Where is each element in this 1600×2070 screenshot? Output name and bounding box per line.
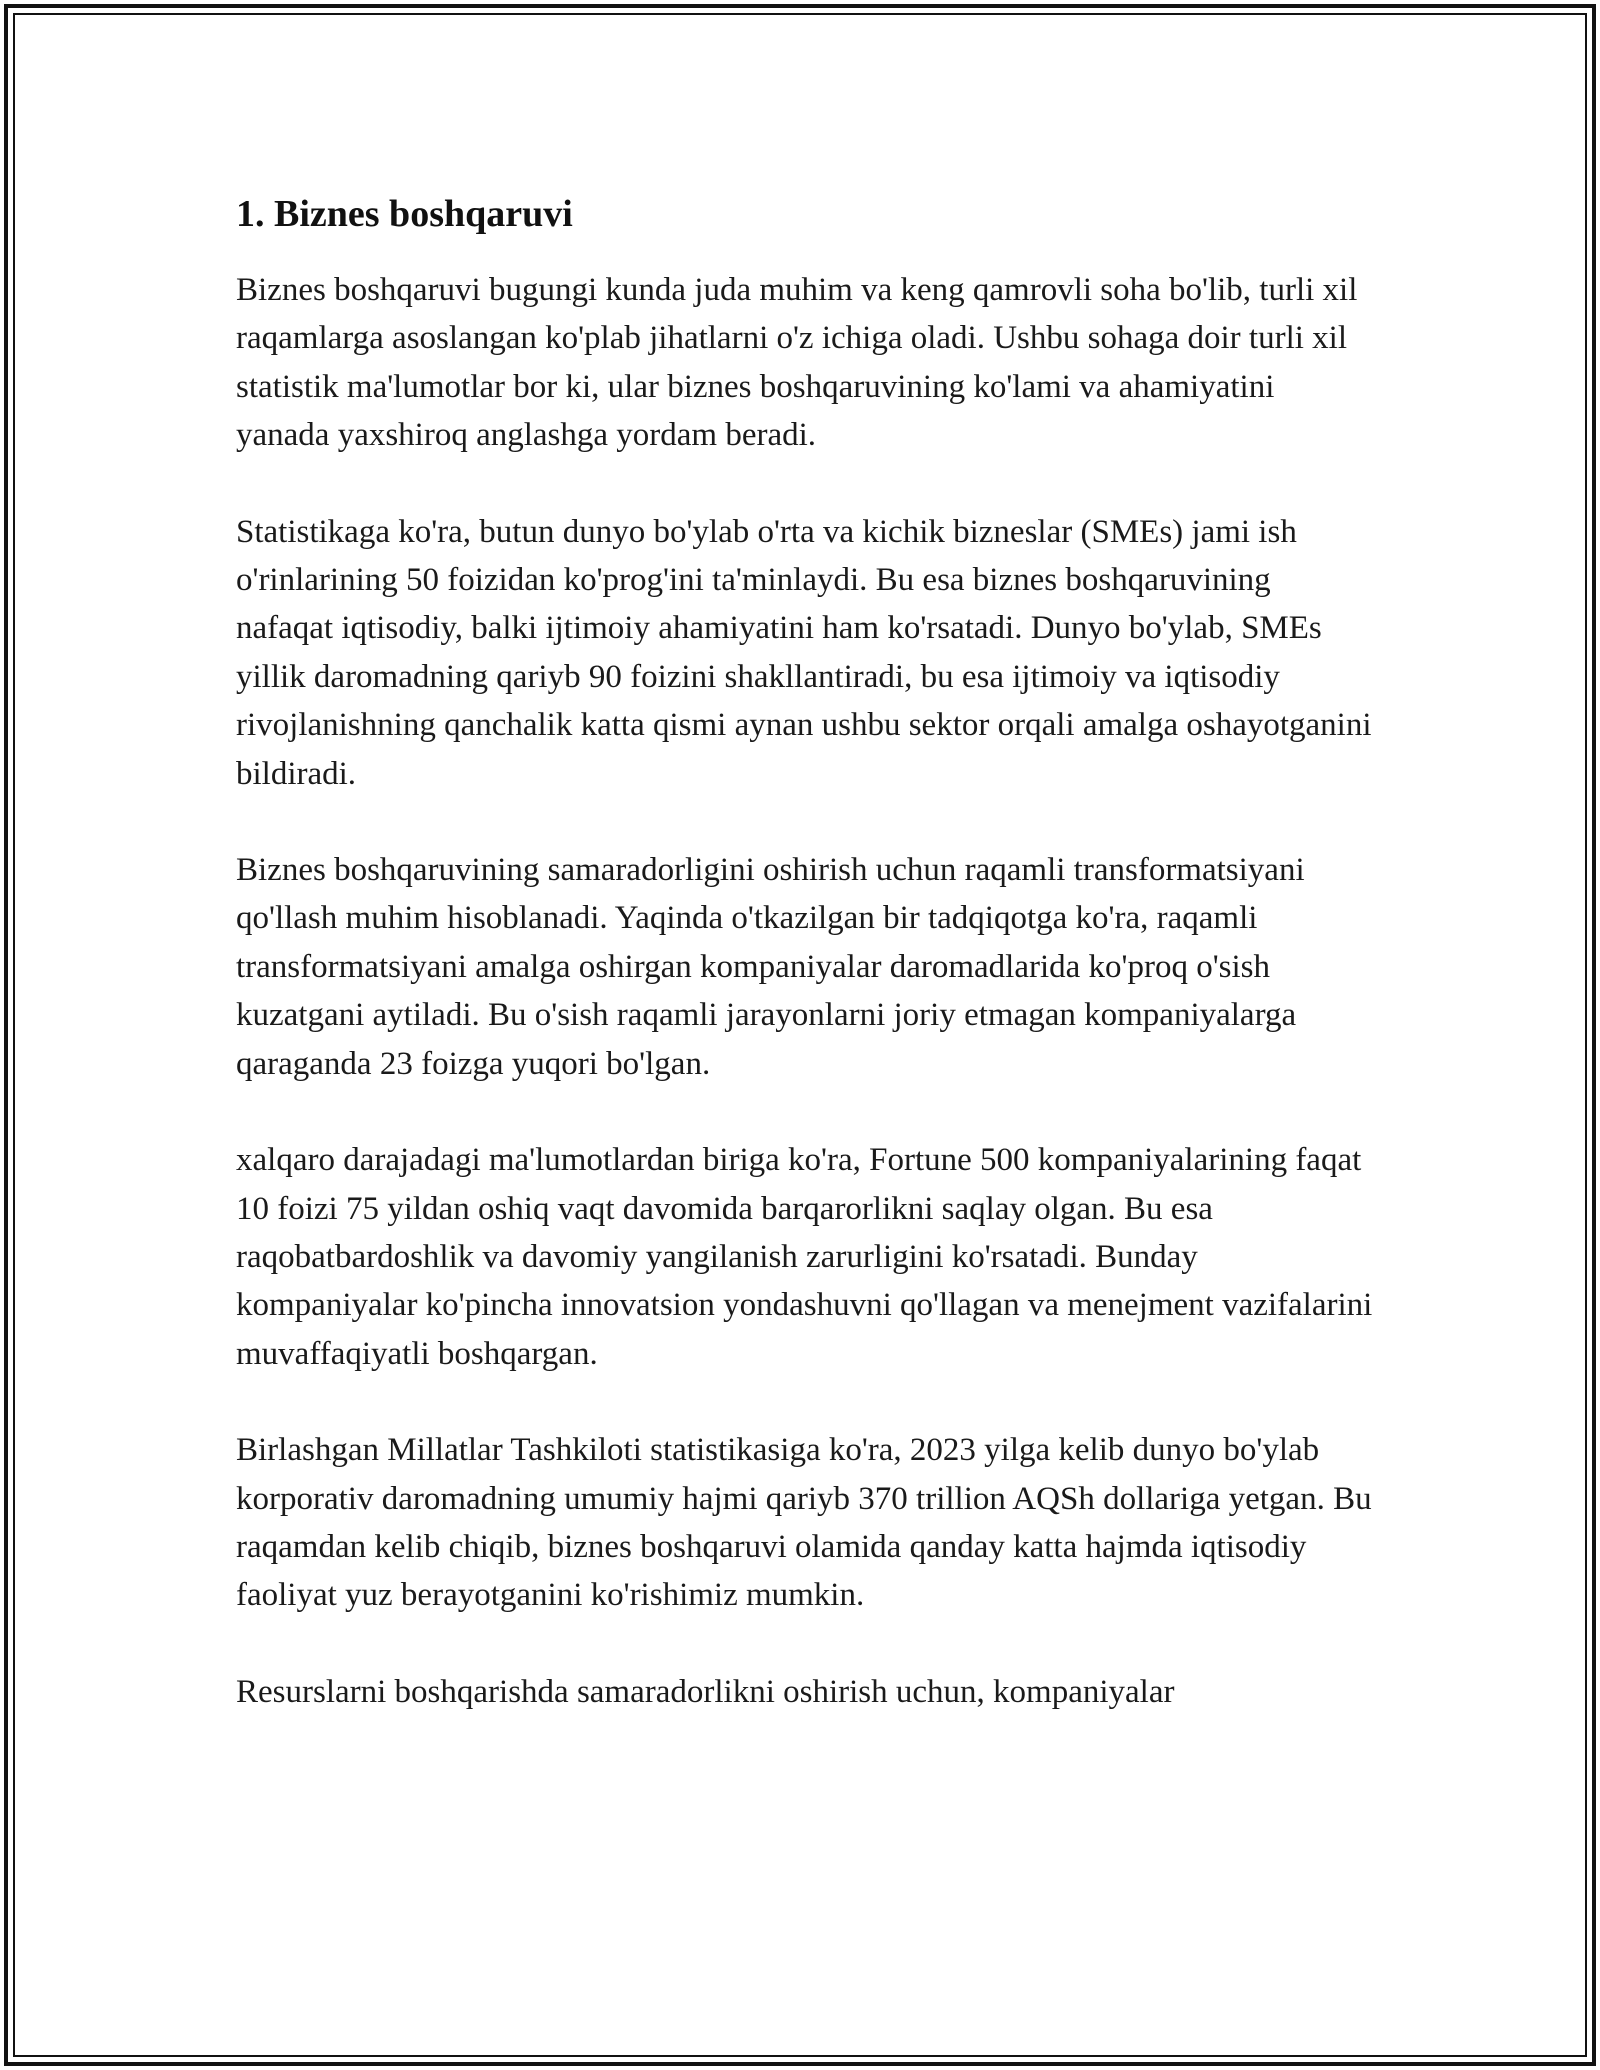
paragraph-intro: Biznes boshqaruvi bugungi kunda juda muhim va keng qamrovli soha bo'lib, turli xil raqamlarga asoslangan ko'plab jihatlarni o'z ichiga oladi. Ushbu sohaga doir turli xil statistik ma'lumotlar bor ki, ular biznes boshqaruvining ko'lami va ahamiyatini yanada yaxshiroq anglashga yordam beradi.: [236, 272, 1358, 454]
paragraph-digital-transformation: Biznes boshqaruvining samaradorligini oshirish uchun raqamli transformatsiyani qo'llash muhim hisoblanadi. Yaqinda o'tkazilgan bir tadqiqotga ko'ra, raqamli transformatsiyani amalga oshirgan kompaniyalar daromadlarida ko'proq o'sish kuzatgani aytiladi. Bu o'sish raqamli jarayonlarni joriy etmagan kompaniyalarga qaraganda 23 foizga yuqori bo'lgan.: [236, 852, 1305, 1082]
document-body: [236, 186, 1376, 1764]
paragraph-resources: Resurslarni boshqarishda samaradorlikni oshirish uchun, kompaniyalar: [236, 1673, 1175, 1710]
paragraph-fortune-500: xalqaro darajadagi ma'lumotlardan biriga ko'ra, Fortune 500 kompaniyalarining faqat 10 foizi 75 yildan oshiq vaqt davomida barqarorlikni saqlay olgan. Bu esa raqobatbardoshlik va davomiy yangilanish zarurligini ko'rsatadi. Bunday kompaniyalar ko'pincha innovatsion yondashuvni qo'llagan va menejment vazifalarini muvaffaqiyatli boshqargan.: [236, 1142, 1373, 1372]
section-heading: 1. Biznes boshqaruvi: [236, 193, 573, 235]
paragraph-smes: Statistikaga ko'ra, butun dunyo bo'ylab o'rta va kichik bizneslar (SMEs) jami ish o'rinlarining 50 foizidan ko'prog'ini ta'minlaydi. Bu esa biznes boshqaruvining nafaqat iqtisodiy, balki ijtimoiy ahamiyatini ham ko'rsatadi. Dunyo bo'ylab, SMEs yillik daromadning qariyb 90 foizini shakllantiradi, bu esa ijtimoiy va iqtisodiy rivojlanishning qanchalik katta qismi aynan ushbu sektor orqali amalga oshayotganini bildiradi.: [236, 513, 1372, 792]
paragraph-un-statistics: Birlashgan Millatlar Tashkiloti statistikasiga ko'ra, 2023 yilga kelib dunyo bo'ylab korporativ daromadning umumiy hajmi qariyb 370 trillion AQSh dollariga yetgan. Bu raqamdan kelib chiqib, biznes boshqaruvi olamida qanday katta hajmda iqtisodiy faoliyat yuz berayotganini ko'rishimiz mumkin.: [236, 1432, 1372, 1614]
